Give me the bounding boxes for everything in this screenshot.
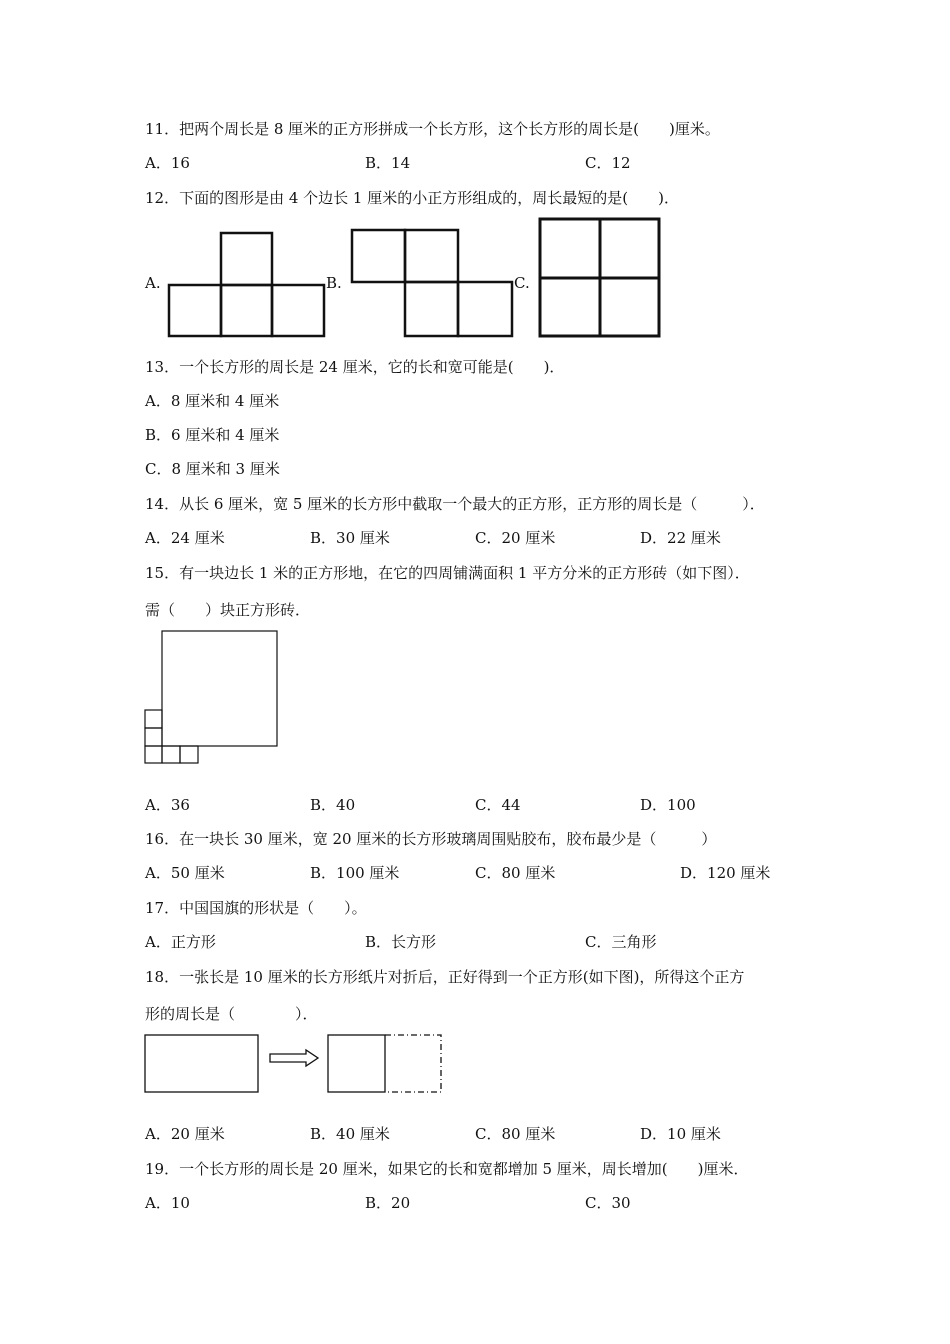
q15-option-a: A．36 (145, 796, 190, 814)
q13-stem: 13．一个长方形的周长是 24 厘米，它的长和宽可能是( )． (145, 358, 565, 376)
q19-option-c: C．30 (585, 1194, 631, 1212)
q15-stem-line2: 需（ ）块正方形砖． (145, 601, 311, 619)
q12-stem: 12．下面的图形是由 4 个边长 1 厘米的小正方形组成的，周长最短的是( )． (145, 189, 679, 207)
q12-label-c: C. (514, 274, 530, 292)
q16-option-a: A．50 厘米 (145, 864, 225, 882)
q18-stem-line1: 18．一张长是 10 厘米的长方形纸片对折后，正好得到一个正方形(如下图)，所得这个正方 (145, 968, 745, 986)
q18-option-b: B．40 厘米 (310, 1125, 390, 1143)
q12-label-a: A. (145, 274, 161, 292)
q11-stem: 11．把两个周长是 8 厘米的正方形拼成一个长方形，这个长方形的周长是( )厘米。 (145, 120, 720, 138)
q19-option-b: B．20 (365, 1194, 411, 1212)
q13-option-c: C．8 厘米和 3 厘米 (145, 460, 280, 478)
q19-stem: 19．一个长方形的周长是 20 厘米，如果它的长和宽都增加 5 厘米，周长增加( )厘米． (145, 1160, 749, 1178)
q13-option-a: A．8 厘米和 4 厘米 (145, 392, 280, 410)
q18-option-c: C．80 厘米 (475, 1125, 556, 1143)
q11-option-c: C．12 (585, 154, 631, 172)
q18-option-a: A．20 厘米 (145, 1125, 225, 1143)
q19-option-a: A．10 (145, 1194, 190, 1212)
q11-option-a: A．16 (145, 154, 190, 172)
q12-label-b: B. (326, 274, 342, 292)
q17-option-a: A．正方形 (145, 933, 216, 951)
q15-option-c: C．44 (475, 796, 521, 814)
q15-option-d: D．100 (640, 796, 696, 814)
q17-option-c: C．三角形 (585, 933, 657, 951)
q11-option-b: B．14 (365, 154, 411, 172)
q14-stem: 14．从长 6 厘米，宽 5 厘米的长方形中截取一个最大的正方形，正方形的周长是（ ）． (145, 495, 765, 513)
q17-stem: 17．中国国旗的形状是（ ）。 (145, 899, 367, 917)
q17-option-b: B．长方形 (365, 933, 437, 951)
q18-stem-line2: 形的周长是（ ）． (145, 1005, 318, 1023)
q15-stem-line1: 15．有一块边长 1 米的正方形地，在它的四周铺满面积 1 平方分米的正方形砖（如下图）． (145, 564, 750, 582)
q14-option-a: A．24 厘米 (145, 529, 225, 547)
q16-stem: 16．在一块长 30 厘米，宽 20 厘米的长方形玻璃周围贴胶布，胶布最少是（ ） (145, 830, 717, 848)
q13-option-b: B．6 厘米和 4 厘米 (145, 426, 280, 444)
q15-option-b: B．40 (310, 796, 356, 814)
q14-option-c: C．20 厘米 (475, 529, 556, 547)
q16-option-d: D．120 厘米 (680, 864, 771, 882)
q14-option-d: D．22 厘米 (640, 529, 721, 547)
q18-option-d: D．10 厘米 (640, 1125, 721, 1143)
q14-option-b: B．30 厘米 (310, 529, 390, 547)
q16-option-c: C．80 厘米 (475, 864, 556, 882)
q16-option-b: B．100 厘米 (310, 864, 400, 882)
